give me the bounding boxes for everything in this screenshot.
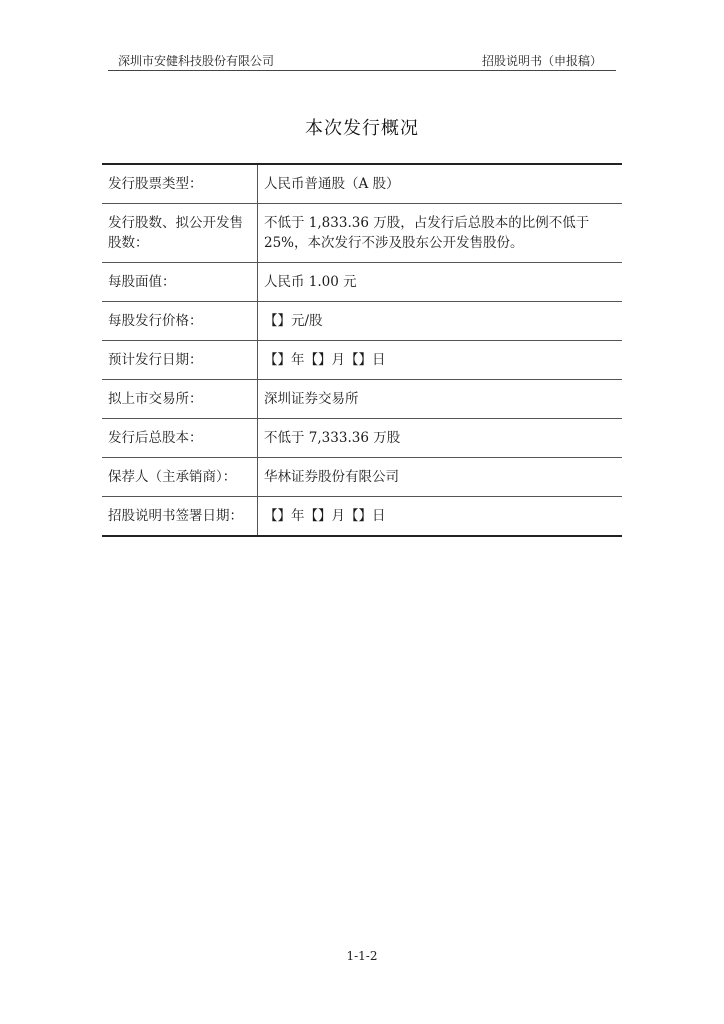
header-company-name: 深圳市安健科技股份有限公司 xyxy=(118,54,275,68)
row-value: 不低于 1,833.36 万股，占发行后总股本的比例不低于 25%，本次发行不涉及股东公开发售股份。 xyxy=(264,215,590,251)
page-header xyxy=(108,50,616,68)
table-row xyxy=(102,419,622,458)
table-row xyxy=(102,204,622,263)
page-number: 1-1-2 xyxy=(346,949,378,963)
row-label: 招股说明书签署日期： xyxy=(102,497,258,537)
table-row xyxy=(102,380,622,419)
header-divider xyxy=(108,70,616,71)
header-document-type: 招股说明书（申报稿） xyxy=(481,54,602,68)
row-label: 发行后总股本： xyxy=(102,419,258,458)
table-row xyxy=(102,497,622,537)
row-label: 发行股票类型： xyxy=(102,164,258,204)
offering-overview-table xyxy=(102,163,622,537)
row-label: 预计发行日期： xyxy=(102,341,258,380)
row-value: 华林证券股份有限公司 xyxy=(264,469,399,485)
row-value: 人民币 1.00 元 xyxy=(264,274,357,290)
row-value: 【】年【】月【】日 xyxy=(264,352,386,368)
row-value: 深圳证券交易所 xyxy=(264,391,359,407)
row-label: 每股面值： xyxy=(102,263,258,302)
row-value: 不低于 7,333.36 万股 xyxy=(264,430,401,446)
table-row xyxy=(102,341,622,380)
row-label: 发行股数、拟公开发售股数： xyxy=(102,204,258,263)
row-label: 保荐人（主承销商）： xyxy=(102,458,258,497)
row-value: 【】年【】月【】日 xyxy=(264,508,386,524)
table-row xyxy=(102,458,622,497)
table-row xyxy=(102,263,622,302)
row-value: 人民币普通股（A 股） xyxy=(264,176,400,192)
row-label: 每股发行价格： xyxy=(102,302,258,341)
row-label: 拟上市交易所： xyxy=(102,380,258,419)
table-row xyxy=(102,164,622,204)
row-value: 【】元/股 xyxy=(264,313,323,329)
table-row xyxy=(102,302,622,341)
document-title: 本次发行概况 xyxy=(305,118,419,139)
